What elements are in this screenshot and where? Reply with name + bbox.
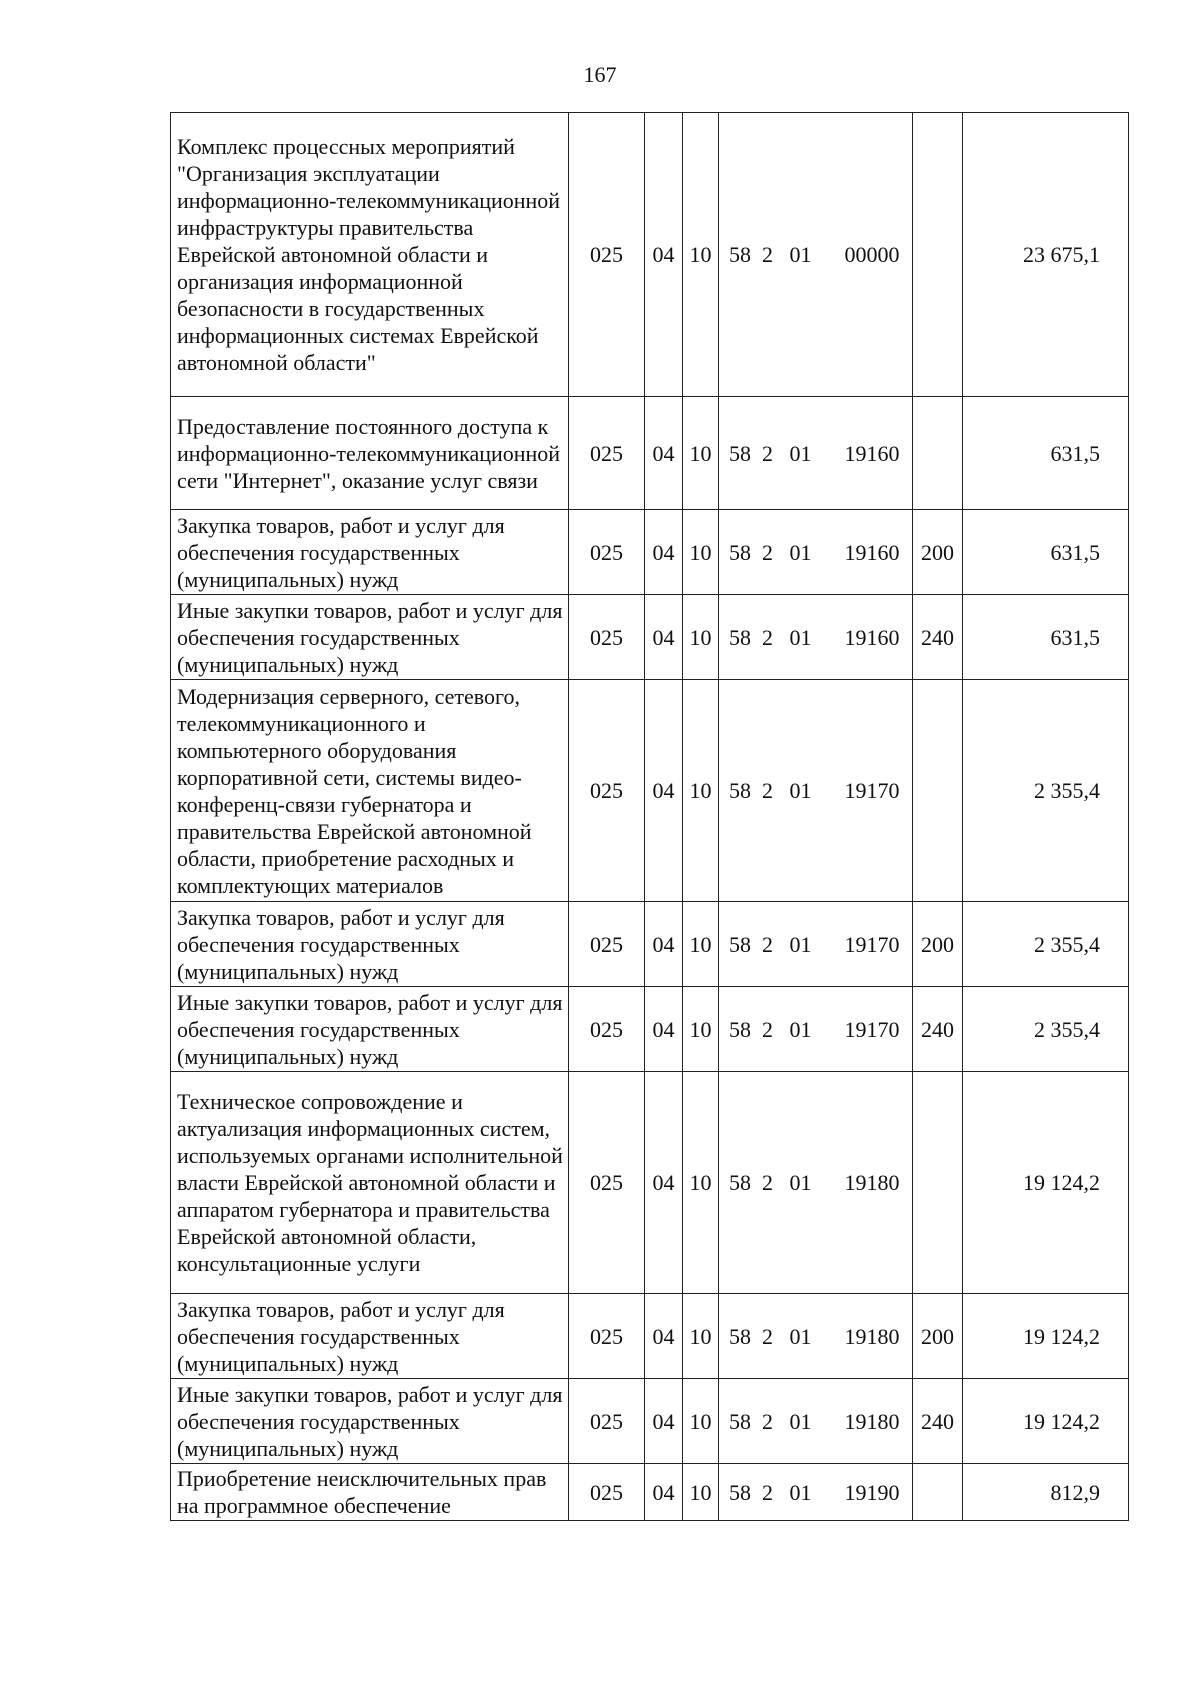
measure-code: 01 [789, 242, 812, 267]
program-code: 58 [729, 1016, 751, 1042]
subsection-code-cell: 10 [683, 1072, 719, 1294]
section-code-cell: 04 [645, 397, 683, 510]
subsection-code-cell: 10 [683, 680, 719, 902]
expense-type-cell: 240 [913, 987, 963, 1072]
expense-type-cell: 200 [913, 510, 963, 595]
ministry-code-cell: 025 [569, 902, 645, 987]
direction-code: 19180 [844, 1408, 900, 1434]
subsection-code-cell: 10 [683, 1464, 719, 1521]
target-article-cell [719, 113, 913, 397]
ministry-code-cell: 025 [569, 1379, 645, 1464]
ministry-code-cell: 025 [569, 510, 645, 595]
row-name-cell: Техническое сопровождение и актуализация информационных систем, используемых органами исполнительной власти Еврейской автономной области и аппаратом губернатора и правительства Еврейской автономной области, консультационные услуги [171, 1072, 569, 1294]
target-article-cell [719, 510, 913, 595]
row-name-cell: Иные закупки товаров, работ и услуг для обеспечения государственных (муниципальных) нужд [171, 987, 569, 1072]
expense-type-cell [913, 1072, 963, 1294]
program-code: 58 [729, 1323, 751, 1349]
direction-code: 19170 [844, 931, 900, 957]
amount-cell: 19 124,2 [963, 1294, 1129, 1379]
ministry-code-cell: 025 [569, 397, 645, 510]
ministry-code-cell: 025 [569, 113, 645, 397]
budget-table [170, 112, 1129, 1521]
section-code-cell: 04 [645, 987, 683, 1072]
subsection-code-cell: 10 [683, 397, 719, 510]
program-code: 58 [729, 242, 751, 267]
expense-type-cell: 200 [913, 902, 963, 987]
program-code: 58 [729, 1170, 751, 1195]
measure-code: 01 [789, 1016, 812, 1042]
page-number: 167 [583, 62, 617, 87]
row-name-cell: Модернизация серверного, сетевого, телекоммуникационного и компьютерного оборудования корпоративной сети, системы видео-конференц-связи губернатора и правительства Еврейской автономной области, приобретение расходных и комплектующих материалов [171, 680, 569, 902]
target-article-cell [719, 1379, 913, 1464]
direction-code: 19170 [844, 1016, 900, 1042]
measure-code: 01 [789, 624, 812, 650]
row-name-cell: Закупка товаров, работ и услуг для обеспечения государственных (муниципальных) нужд [171, 510, 569, 595]
section-code-cell: 04 [645, 510, 683, 595]
target-article-cell [719, 1464, 913, 1521]
measure-code: 01 [789, 539, 812, 565]
measure-code: 01 [789, 931, 812, 957]
table-row [171, 987, 1129, 1072]
subsection-code-cell: 10 [683, 1294, 719, 1379]
measure-code: 01 [789, 778, 812, 803]
program-code: 58 [729, 539, 751, 565]
program-code: 58 [729, 1408, 751, 1434]
section-code-cell: 04 [645, 1294, 683, 1379]
expense-type-cell [913, 680, 963, 902]
row-name-cell: Приобретение неисключительных прав на программное обеспечение [171, 1464, 569, 1521]
subsection-code-cell: 10 [683, 902, 719, 987]
table-row [171, 1379, 1129, 1464]
subsection-code-cell: 10 [683, 113, 719, 397]
amount-cell: 2 355,4 [963, 680, 1129, 902]
direction-code: 19170 [844, 778, 900, 803]
expense-type-cell [913, 113, 963, 397]
expense-type-cell: 200 [913, 1294, 963, 1379]
row-name-cell: Закупка товаров, работ и услуг для обеспечения государственных (муниципальных) нужд [171, 1294, 569, 1379]
section-code-cell: 04 [645, 113, 683, 397]
program-type-code: 2 [762, 1479, 773, 1505]
amount-cell: 23 675,1 [963, 113, 1129, 397]
program-type-code: 2 [762, 931, 773, 957]
expense-type-cell: 240 [913, 595, 963, 680]
table-row [171, 113, 1129, 397]
program-code: 58 [729, 1479, 751, 1505]
direction-code: 19190 [844, 1479, 900, 1505]
amount-cell: 19 124,2 [963, 1379, 1129, 1464]
program-type-code: 2 [762, 1170, 773, 1195]
program-type-code: 2 [762, 778, 773, 803]
measure-code: 01 [789, 1170, 812, 1195]
section-code-cell: 04 [645, 1464, 683, 1521]
table-row [171, 397, 1129, 510]
row-name-cell: Предоставление постоянного доступа к информационно-телекоммуникационной сети "Интернет", оказание услуг связи [171, 397, 569, 510]
program-code: 58 [729, 624, 751, 650]
table-row [171, 1072, 1129, 1294]
row-name-cell: Иные закупки товаров, работ и услуг для обеспечения государственных (муниципальных) нужд [171, 595, 569, 680]
subsection-code-cell: 10 [683, 1379, 719, 1464]
target-article-cell [719, 595, 913, 680]
row-name-cell: Иные закупки товаров, работ и услуг для обеспечения государственных (муниципальных) нужд [171, 1379, 569, 1464]
ministry-code-cell: 025 [569, 1072, 645, 1294]
target-article-cell [719, 397, 913, 510]
program-code: 58 [729, 778, 751, 803]
program-type-code: 2 [762, 539, 773, 565]
section-code-cell: 04 [645, 680, 683, 902]
measure-code: 01 [789, 1479, 812, 1505]
measure-code: 01 [789, 1408, 812, 1434]
measure-code: 01 [789, 440, 812, 466]
target-article-cell [719, 1072, 913, 1294]
table-row [171, 1464, 1129, 1521]
table-row [171, 595, 1129, 680]
table-row [171, 1294, 1129, 1379]
section-code-cell: 04 [645, 595, 683, 680]
ministry-code-cell: 025 [569, 680, 645, 902]
program-code: 58 [729, 931, 751, 957]
ministry-code-cell: 025 [569, 1294, 645, 1379]
target-article-cell [719, 902, 913, 987]
subsection-code-cell: 10 [683, 510, 719, 595]
direction-code: 19180 [844, 1170, 900, 1195]
direction-code: 19160 [844, 624, 900, 650]
program-type-code: 2 [762, 440, 773, 466]
table-row [171, 680, 1129, 902]
ministry-code-cell: 025 [569, 1464, 645, 1521]
amount-cell: 812,9 [963, 1464, 1129, 1521]
row-name-cell: Комплекс процессных мероприятий "Организация эксплуатации информационно-телекоммуникационной инфраструктуры правительства Еврейской автономной области и организация информационной безопасности в государственных информационных системах Еврейской автономной области" [171, 113, 569, 397]
program-type-code: 2 [762, 624, 773, 650]
direction-code: 19160 [844, 539, 900, 565]
direction-code: 00000 [844, 242, 900, 267]
ministry-code-cell: 025 [569, 595, 645, 680]
subsection-code-cell: 10 [683, 987, 719, 1072]
direction-code: 19180 [844, 1323, 900, 1349]
section-code-cell: 04 [645, 1072, 683, 1294]
program-type-code: 2 [762, 1323, 773, 1349]
program-type-code: 2 [762, 242, 773, 267]
program-code: 58 [729, 440, 751, 466]
expense-type-cell [913, 397, 963, 510]
section-code-cell: 04 [645, 902, 683, 987]
table-row [171, 902, 1129, 987]
expense-type-cell: 240 [913, 1379, 963, 1464]
amount-cell: 19 124,2 [963, 1072, 1129, 1294]
ministry-code-cell: 025 [569, 987, 645, 1072]
amount-cell: 2 355,4 [963, 987, 1129, 1072]
target-article-cell [719, 987, 913, 1072]
amount-cell: 631,5 [963, 397, 1129, 510]
subsection-code-cell: 10 [683, 595, 719, 680]
amount-cell: 631,5 [963, 595, 1129, 680]
program-type-code: 2 [762, 1408, 773, 1434]
program-type-code: 2 [762, 1016, 773, 1042]
amount-cell: 2 355,4 [963, 902, 1129, 987]
table-row [171, 510, 1129, 595]
target-article-cell [719, 680, 913, 902]
amount-cell: 631,5 [963, 510, 1129, 595]
section-code-cell: 04 [645, 1379, 683, 1464]
budget-table-body [171, 113, 1129, 1521]
direction-code: 19160 [844, 440, 900, 466]
measure-code: 01 [789, 1323, 812, 1349]
target-article-cell [719, 1294, 913, 1379]
expense-type-cell [913, 1464, 963, 1521]
row-name-cell: Закупка товаров, работ и услуг для обеспечения государственных (муниципальных) нужд [171, 902, 569, 987]
